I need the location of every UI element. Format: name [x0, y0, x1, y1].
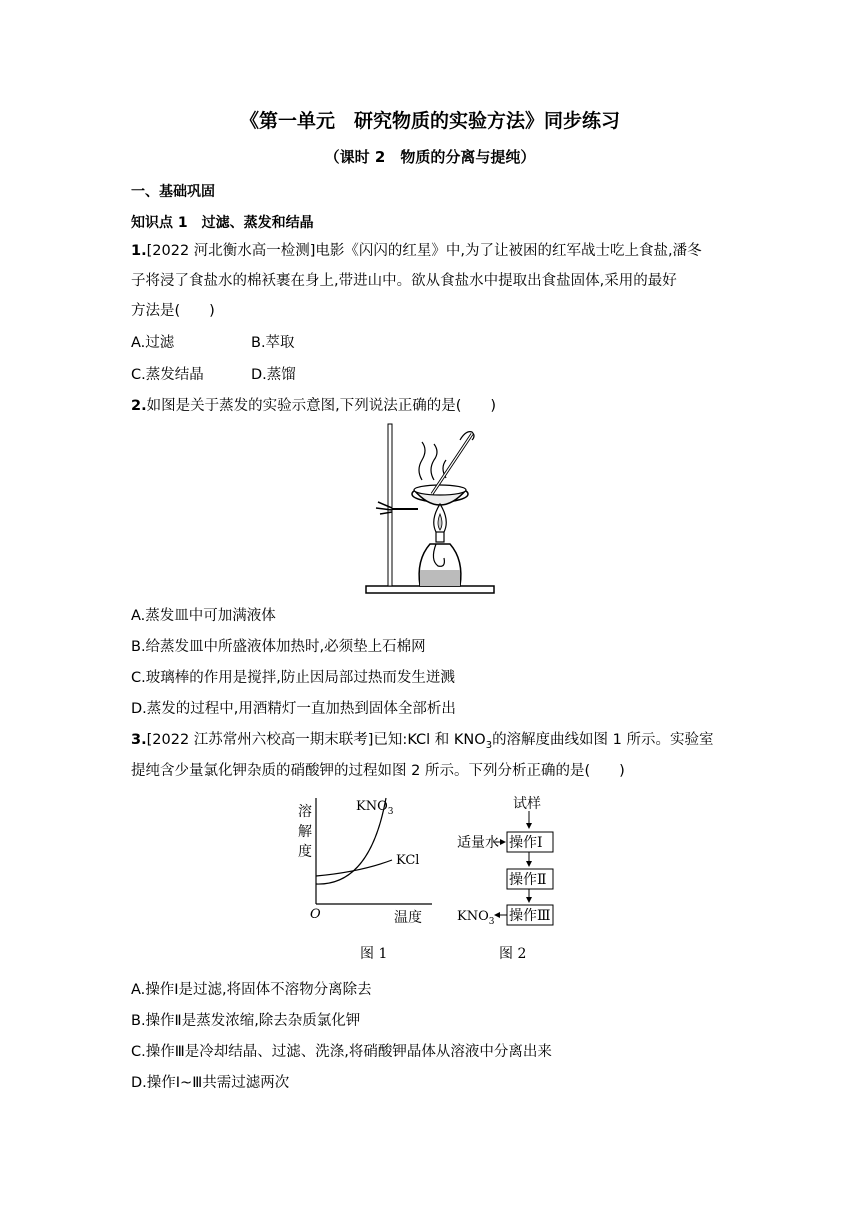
- kno3-label: $KNO_3$: [356, 799, 394, 817]
- q3-line2: 提纯含少量氯化钾杂质的硝酸钾的过程如图 2 所示。下列分析正确的是( ): [131, 763, 625, 779]
- q1-option-d: D.蒸馏: [251, 367, 296, 383]
- purification-flowchart-figure: [455, 794, 580, 964]
- q2-stem-text: 如图是关于蒸发的实验示意图,下列说法正确的是( ): [146, 398, 497, 414]
- figure1-caption: 图 1: [360, 946, 388, 962]
- flow-op2-label: 操作Ⅱ: [509, 872, 547, 888]
- q2-option-d: D.蒸发的过程中,用酒精灯一直加热到固体全部析出: [131, 701, 456, 717]
- q1-stem-part1: [2022 河北衡水高一检测]电影《闪闪的红星》中,为了让被困的红军战士吃上食盐,潘冬: [146, 243, 702, 259]
- q3-number: 3.: [131, 732, 147, 748]
- y-axis-label-char3: 度: [298, 844, 312, 860]
- q1-option-b: B.萃取: [251, 335, 295, 351]
- knowledge-point-heading: 知识点 1 过滤、蒸发和结晶: [131, 215, 314, 231]
- kcl-label: KCl: [396, 853, 420, 868]
- kcl-curve: [316, 860, 392, 876]
- flow-product-label: $KNO_3$: [457, 909, 495, 927]
- page-title: 《第一单元 研究物质的实验方法》同步练习: [239, 110, 620, 132]
- q2-option-c: C.玻璃棒的作用是搅拌,防止因局部过热而发生迸溅: [131, 670, 455, 686]
- q3-option-c: C.操作Ⅲ是冷却结晶、过滤、洗涤,将硝酸钾晶体从溶液中分离出来: [131, 1044, 552, 1060]
- q2-option-a: A.蒸发皿中可加满液体: [131, 608, 276, 624]
- flow-water-label: 适量水: [457, 835, 499, 851]
- flow-op3-label: 操作Ⅲ: [509, 908, 551, 924]
- q1-option-a: A.过滤: [131, 335, 175, 351]
- q2-option-b: B.给蒸发皿中所盛液体加热时,必须垫上石棉网: [131, 639, 426, 655]
- q2-stem: [131, 396, 496, 416]
- q3-stem-part1: [2022 江苏常州六校高一期末联考]已知:KCl 和 KNO: [146, 732, 486, 748]
- q2-number: 2.: [131, 398, 147, 414]
- q3-line1: [131, 730, 714, 756]
- q3-option-d: D.操作Ⅰ~Ⅲ共需过滤两次: [131, 1075, 290, 1091]
- section-heading: 一、基础巩固: [131, 184, 215, 200]
- page-subtitle: （课时 2 物质的分离与提纯）: [324, 148, 536, 166]
- q1-option-c: C.蒸发结晶: [131, 367, 204, 383]
- q1-line3: 方法是( ): [131, 303, 215, 319]
- q1-line1: [131, 241, 702, 261]
- q3-option-a: A.操作Ⅰ是过滤,将固体不溶物分离除去: [131, 982, 372, 998]
- flow-op1-label: 操作Ⅰ: [509, 835, 543, 851]
- q3-subscript: 3: [485, 739, 493, 751]
- solubility-curve-figure: [290, 794, 440, 964]
- q3-stem-part2: 的溶解度曲线如图 1 所示。实验室: [492, 732, 714, 748]
- origin-label: O: [310, 907, 321, 922]
- figure2-caption: 图 2: [499, 946, 527, 962]
- q1-line2: 子将浸了食盐水的棉袄裹在身上,带进山中。欲从食盐水中提取出食盐固体,采用的最好: [131, 273, 677, 289]
- y-axis-label-char2: 解: [298, 824, 312, 840]
- flow-sample-label: 试样: [513, 796, 541, 812]
- q3-option-b: B.操作Ⅱ是蒸发浓缩,除去杂质氯化钾: [131, 1013, 361, 1029]
- x-axis-label: 温度: [394, 910, 422, 926]
- y-axis-label-char1: 溶: [298, 804, 312, 820]
- q1-number: 1.: [131, 243, 147, 259]
- evaporation-apparatus-figure: [360, 420, 500, 600]
